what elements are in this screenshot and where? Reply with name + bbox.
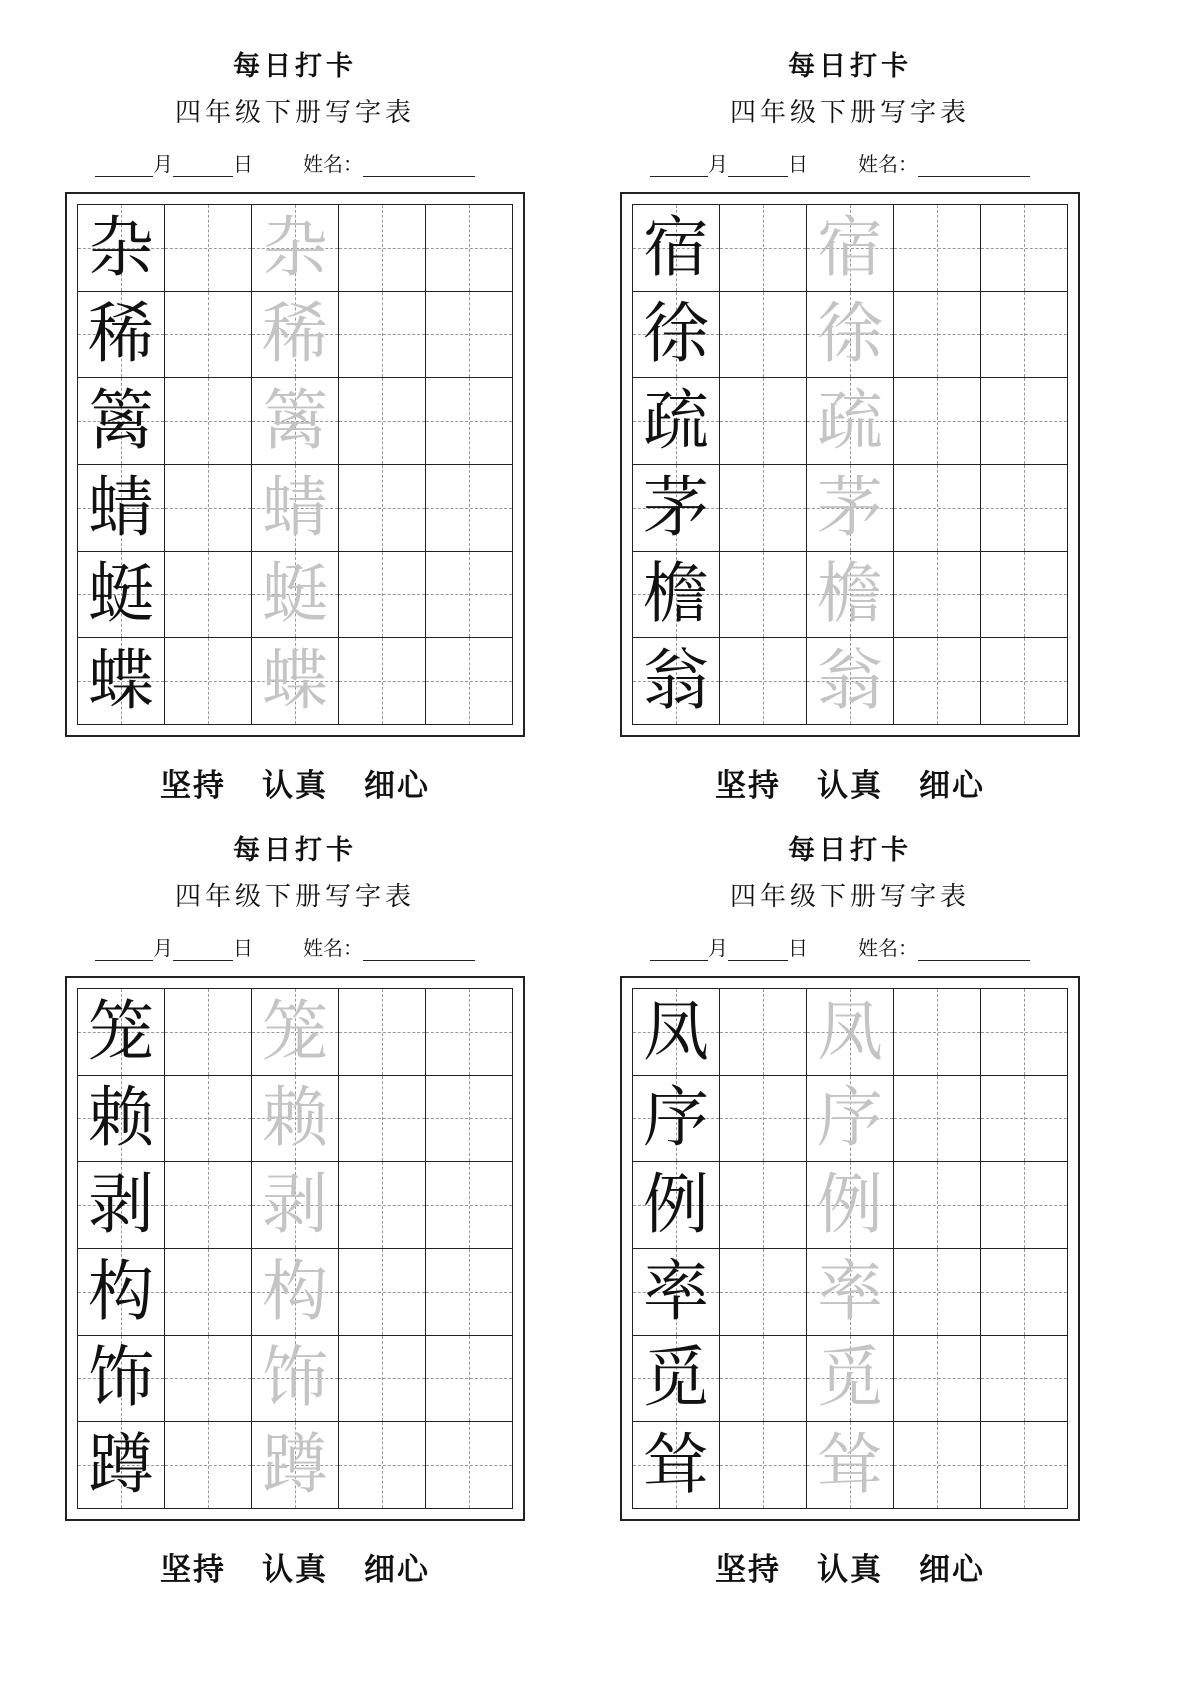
trace-character: 率 [817,1252,883,1330]
writing-cell[interactable] [426,292,513,379]
model-character: 构 [88,1252,154,1330]
trace-character: 笼 [262,992,328,1070]
trace-cell[interactable] [252,292,339,379]
model-character: 率 [643,1252,709,1330]
model-character: 蹲 [88,1426,154,1504]
practice-grid-frame [620,192,1080,737]
writing-cell[interactable] [981,638,1068,725]
writing-cell[interactable] [894,378,981,465]
trace-character: 凤 [817,992,883,1070]
writing-cell[interactable] [894,292,981,379]
model-character: 赖 [88,1079,154,1157]
writing-cell[interactable] [339,1336,426,1423]
trace-character: 赖 [262,1079,328,1157]
trace-character: 蹲 [262,1426,328,1504]
sheet-subtitle: 四年级下册写字表 [174,882,415,912]
motto-word: 细心 [364,768,430,804]
trace-cell[interactable] [252,465,339,552]
model-character: 耸 [643,1426,709,1504]
writing-cell[interactable] [894,1422,981,1509]
trace-character: 饰 [262,1339,328,1417]
writing-cell[interactable] [894,638,981,725]
writing-cell[interactable] [165,638,252,725]
model-character: 饰 [88,1339,154,1417]
motto [65,1544,525,1589]
day-blank[interactable] [173,938,233,961]
model-character: 剥 [88,1166,154,1244]
writing-cell[interactable] [720,1076,807,1163]
month-label: 月 [153,152,173,176]
writing-cell[interactable] [165,1336,252,1423]
name-blank[interactable] [918,938,1030,961]
writing-cell[interactable] [720,1336,807,1423]
writing-cell[interactable] [165,205,252,292]
writing-cell[interactable] [339,1249,426,1336]
writing-cell[interactable] [426,989,513,1076]
writing-cell[interactable] [165,1162,252,1249]
writing-cell[interactable] [720,1162,807,1249]
day-blank[interactable] [173,154,233,177]
trace-cell[interactable] [807,1422,894,1509]
model-cell [78,1336,165,1423]
writing-cell[interactable] [720,292,807,379]
date-name-line [650,148,1030,177]
month-blank[interactable] [95,938,153,961]
model-cell [78,638,165,725]
month-blank[interactable] [650,154,708,177]
model-character: 茅 [643,468,709,546]
day-label: 日 [788,936,808,960]
trace-character: 篱 [262,382,328,460]
writing-cell[interactable] [981,1076,1068,1163]
practice-grid-frame [65,976,525,1521]
month-label: 月 [708,936,728,960]
motto-word: 认真 [262,768,328,804]
practice-grid-frame [620,976,1080,1521]
trace-character: 耸 [817,1426,883,1504]
trace-cell[interactable] [252,552,339,639]
trace-character: 例 [817,1166,883,1244]
writing-cell[interactable] [165,1249,252,1336]
writing-cell[interactable] [981,552,1068,639]
model-character: 蜓 [88,555,154,633]
model-cell [633,552,720,639]
model-cell [633,638,720,725]
trace-cell[interactable] [807,989,894,1076]
writing-cell[interactable] [981,292,1068,379]
trace-character: 茅 [817,468,883,546]
motto-word: 细心 [919,1552,985,1588]
writing-cell[interactable] [339,638,426,725]
trace-cell[interactable] [807,465,894,552]
writing-cell[interactable] [981,989,1068,1076]
model-character: 蝶 [88,642,154,720]
model-cell [633,378,720,465]
writing-cell[interactable] [981,1336,1068,1423]
writing-cell[interactable] [339,552,426,639]
writing-cell[interactable] [981,205,1068,292]
model-cell [633,1249,720,1336]
writing-cell[interactable] [165,378,252,465]
trace-character: 序 [817,1079,883,1157]
model-cell [633,1162,720,1249]
trace-cell[interactable] [252,378,339,465]
writing-cell[interactable] [426,1336,513,1423]
writing-cell[interactable] [894,1336,981,1423]
writing-cell[interactable] [426,1249,513,1336]
writing-cell[interactable] [981,1422,1068,1509]
month-blank[interactable] [650,938,708,961]
sheet-subtitle: 四年级下册写字表 [729,98,970,128]
writing-cell[interactable] [426,378,513,465]
writing-cell[interactable] [894,1162,981,1249]
day-label: 日 [788,152,808,176]
name-label: 姓名： [303,936,363,960]
sheet-subtitle: 四年级下册写字表 [174,98,415,128]
practice-grid [77,988,513,1509]
model-character: 宿 [643,208,709,286]
month-blank[interactable] [95,154,153,177]
practice-grid-frame [65,192,525,737]
trace-character: 杂 [262,208,328,286]
trace-character: 稀 [262,295,328,373]
writing-cell[interactable] [426,1422,513,1509]
model-cell [78,1249,165,1336]
practice-grid [632,204,1068,725]
writing-cell[interactable] [894,205,981,292]
writing-cell[interactable] [165,1422,252,1509]
writing-cell[interactable] [426,1162,513,1249]
writing-cell[interactable] [894,552,981,639]
model-character: 序 [643,1079,709,1157]
trace-cell[interactable] [807,1249,894,1336]
writing-cell[interactable] [426,465,513,552]
trace-character: 构 [262,1252,328,1330]
writing-cell[interactable] [339,1162,426,1249]
trace-cell[interactable] [807,1076,894,1163]
month-label: 月 [708,152,728,176]
practice-grid [77,204,513,725]
writing-cell[interactable] [165,1076,252,1163]
writing-cell[interactable] [981,378,1068,465]
sheet-subtitle: 四年级下册写字表 [729,882,970,912]
writing-cell[interactable] [894,1076,981,1163]
practice-grid [632,988,1068,1509]
name-blank[interactable] [363,938,475,961]
trace-character: 蜻 [262,468,328,546]
day-blank[interactable] [728,938,788,961]
trace-cell[interactable] [807,205,894,292]
motto-word: 细心 [919,768,985,804]
trace-cell[interactable] [252,1422,339,1509]
trace-cell[interactable] [252,1336,339,1423]
writing-cell[interactable] [426,1076,513,1163]
name-blank[interactable] [363,154,475,177]
motto-word: 坚持 [715,1552,781,1588]
writing-cell[interactable] [720,465,807,552]
day-label: 日 [233,936,253,960]
trace-cell[interactable] [807,292,894,379]
model-cell [78,1162,165,1249]
motto [65,760,525,805]
model-cell [633,292,720,379]
model-character: 疏 [643,382,709,460]
model-cell [78,552,165,639]
day-blank[interactable] [728,154,788,177]
model-character: 檐 [643,555,709,633]
writing-cell[interactable] [426,552,513,639]
writing-cell[interactable] [426,638,513,725]
model-cell [78,205,165,292]
sheet-title: 每日打卡 [788,835,912,866]
trace-character: 檐 [817,555,883,633]
writing-cell[interactable] [339,378,426,465]
writing-cell[interactable] [165,989,252,1076]
writing-cell[interactable] [165,552,252,639]
trace-cell[interactable] [807,552,894,639]
name-label: 姓名： [858,936,918,960]
model-character: 蜻 [88,468,154,546]
motto-word: 认真 [817,1552,883,1588]
trace-character: 蜓 [262,555,328,633]
motto-word: 认真 [817,768,883,804]
writing-cell[interactable] [981,465,1068,552]
model-cell [633,1076,720,1163]
writing-cell[interactable] [339,465,426,552]
model-cell [633,1422,720,1509]
writing-cell[interactable] [426,205,513,292]
name-label: 姓名： [858,152,918,176]
writing-cell[interactable] [339,1076,426,1163]
trace-cell[interactable] [252,1249,339,1336]
trace-cell[interactable] [252,638,339,725]
trace-cell[interactable] [807,1336,894,1423]
writing-cell[interactable] [720,378,807,465]
sheet-title: 每日打卡 [788,51,912,82]
date-name-line [650,932,1030,961]
trace-character: 剥 [262,1166,328,1244]
writing-cell[interactable] [720,989,807,1076]
trace-character: 觅 [817,1339,883,1417]
writing-cell[interactable] [339,205,426,292]
date-name-line [95,932,475,961]
sheet-title: 每日打卡 [233,835,357,866]
trace-character: 蝶 [262,642,328,720]
trace-cell[interactable] [252,1076,339,1163]
name-label: 姓名： [303,152,363,176]
model-character: 例 [643,1166,709,1244]
date-name-line [95,148,475,177]
motto-word: 坚持 [715,768,781,804]
trace-character: 宿 [817,208,883,286]
writing-cell[interactable] [981,1162,1068,1249]
model-character: 凤 [643,992,709,1070]
trace-cell[interactable] [807,638,894,725]
trace-cell[interactable] [252,989,339,1076]
model-cell [78,378,165,465]
trace-cell[interactable] [252,205,339,292]
day-label: 日 [233,152,253,176]
writing-cell[interactable] [165,465,252,552]
writing-cell[interactable] [894,1249,981,1336]
writing-cell[interactable] [720,1422,807,1509]
model-cell [78,465,165,552]
writing-cell[interactable] [720,205,807,292]
model-character: 杂 [88,208,154,286]
motto-word: 坚持 [160,768,226,804]
model-cell [78,292,165,379]
trace-character: 徐 [817,295,883,373]
writing-cell[interactable] [165,292,252,379]
motto-word: 坚持 [160,1552,226,1588]
model-character: 翁 [643,642,709,720]
trace-cell[interactable] [807,378,894,465]
model-cell [78,1422,165,1509]
trace-cell[interactable] [807,1162,894,1249]
sheet-title: 每日打卡 [233,51,357,82]
name-blank[interactable] [918,154,1030,177]
month-label: 月 [153,936,173,960]
writing-cell[interactable] [339,292,426,379]
motto-word: 细心 [364,1552,430,1588]
writing-cell[interactable] [339,989,426,1076]
writing-cell[interactable] [339,1422,426,1509]
model-character: 稀 [88,295,154,373]
model-character: 徐 [643,295,709,373]
model-character: 笼 [88,992,154,1070]
model-cell [633,465,720,552]
writing-cell[interactable] [981,1249,1068,1336]
trace-character: 翁 [817,642,883,720]
writing-cell[interactable] [720,1249,807,1336]
model-cell [633,1336,720,1423]
trace-character: 疏 [817,382,883,460]
writing-cell[interactable] [894,989,981,1076]
motto [620,760,1080,805]
writing-cell[interactable] [720,638,807,725]
model-cell [633,989,720,1076]
model-cell [78,1076,165,1163]
model-cell [78,989,165,1076]
writing-cell[interactable] [720,552,807,639]
model-cell [633,205,720,292]
model-character: 觅 [643,1339,709,1417]
writing-cell[interactable] [894,465,981,552]
trace-cell[interactable] [252,1162,339,1249]
motto [620,1544,1080,1589]
model-character: 篱 [88,382,154,460]
motto-word: 认真 [262,1552,328,1588]
